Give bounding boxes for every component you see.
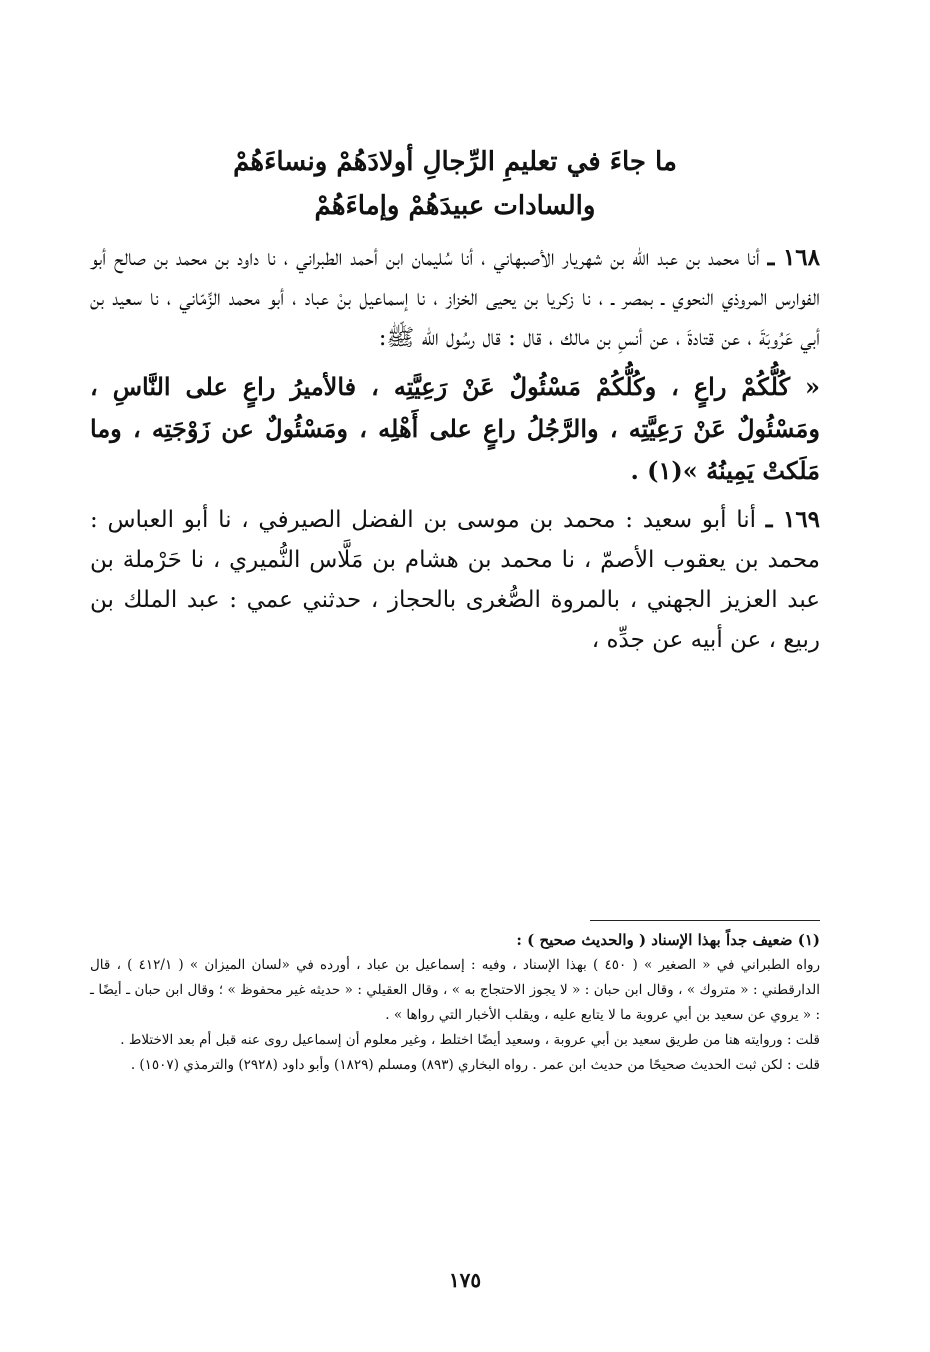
- hadith-169-isnad-text: أنا أبو سعيد : محمد بن موسى بن الفضل الصيرفي ، نا أبو العباس : محمد بن يعقوب الأصمّ ، نا محمد بن هشام بن مَلَّاس النُّميري ، نا حَرْملة بن عبد العزيز الجهني ، بالمروة الصُّغرى بالحجاز ، حدثني عمي : عبد الملك بن ربيع ، عن أبيه عن جدِّه ،: [90, 507, 820, 653]
- chapter-heading-line-2: والسادات عبيدَهُمْ وإماءَهُمْ: [314, 191, 596, 221]
- footnote-1-paragraph-3: قلت : لكن ثبت الحديث صحيحًا من حديث ابن عمر . رواه البخاري (٨٩٣) ومسلم (١٨٢٩) وأبو داود (٢٩٢٨) والترمذي (١٥٠٧) .: [130, 1057, 820, 1073]
- footnote-divider: [590, 920, 820, 921]
- footnote-1-paragraph-1: رواه الطبراني في « الصغير » ( ٤٥٠ ) بهذا الإسناد ، وفيه : إسماعيل بن عباد ، أورده في «لسان الميزان » ( ٤١٢/١ ) ، قال الدارقطني : « متروك » ، وقال ابن حبان : « لا يجوز الاحتجاج به » ، وقال العقيلي : « حديثه غير محفوظ » ؛ وقال ابن حبان ـ أيضًا ـ : « يروي عن سعيد بن أبي عروبة ما لا يتابع عليه ، ويقلب الأخبار التي رواها » .: [90, 957, 820, 1023]
- hadith-169-number: ١٦٩ ـ: [765, 506, 821, 533]
- footnote-1-paragraph-2: قلت : وروايته هنا من طريق سعيد بن أبي عروبة ، وسعيد أيضًا اختلط ، وغير معلوم أن إسماعيل روى عنه قبل أم بعد الاختلاط .: [120, 1032, 820, 1048]
- hadith-169-isnad: [90, 500, 820, 660]
- chapter-heading-line-1: ما جاءَ في تعليمِ الرِّجالِ أولادَهُمْ ونساءَهُمْ: [233, 147, 677, 177]
- chapter-heading: [90, 140, 820, 228]
- hadith-168-number: ١٦٨ ـ: [767, 244, 820, 271]
- footnote-1-heading: (١) ضعيف جداً بهذا الإسناد ( والحديث صحيح ) :: [516, 931, 820, 949]
- hadith-168-isnad-text: أنا محمد بن عبد الله بن شهريار الأصبهاني ، أنا سُليمان ابن أحمد الطبراني ، نا داود بن محمد بن صالح أبو الفوارس المروذي النحوي ـ بمصر ـ ، نا زكريا بن يحيى الخزاز ، نا إسماعيل بنْ عباد ، أبو محمد الزِّمّاني ، نا سعيد بن أبي عَرُوبَةَ ، عن قتادةَ ، عن أنسِ بن مالك ، قال : قال رسُول الله ﷺ:: [90, 245, 820, 351]
- hadith-168-matn: « كُلُّكُمْ راعٍ ، وكُلُّكُمْ مَسْئُولٌ عَنْ رَعِيَّتِه ، فالأميرُ راعٍ على النَّاسِ ، ومَسْئُولٌ عَنْ رَعِيَّتِه ، والرَّجُلُ راعٍ على أَهْلِه ، ومَسْئُولٌ عن زَوْجَتِه ، وما مَلَكتْ يَمِينُهُ »(١) .: [90, 372, 820, 485]
- hadith-168-isnad: [90, 238, 820, 358]
- footnotes: [90, 920, 820, 1078]
- page-number: ١٧٥: [448, 1268, 482, 1292]
- page-body: [90, 140, 820, 668]
